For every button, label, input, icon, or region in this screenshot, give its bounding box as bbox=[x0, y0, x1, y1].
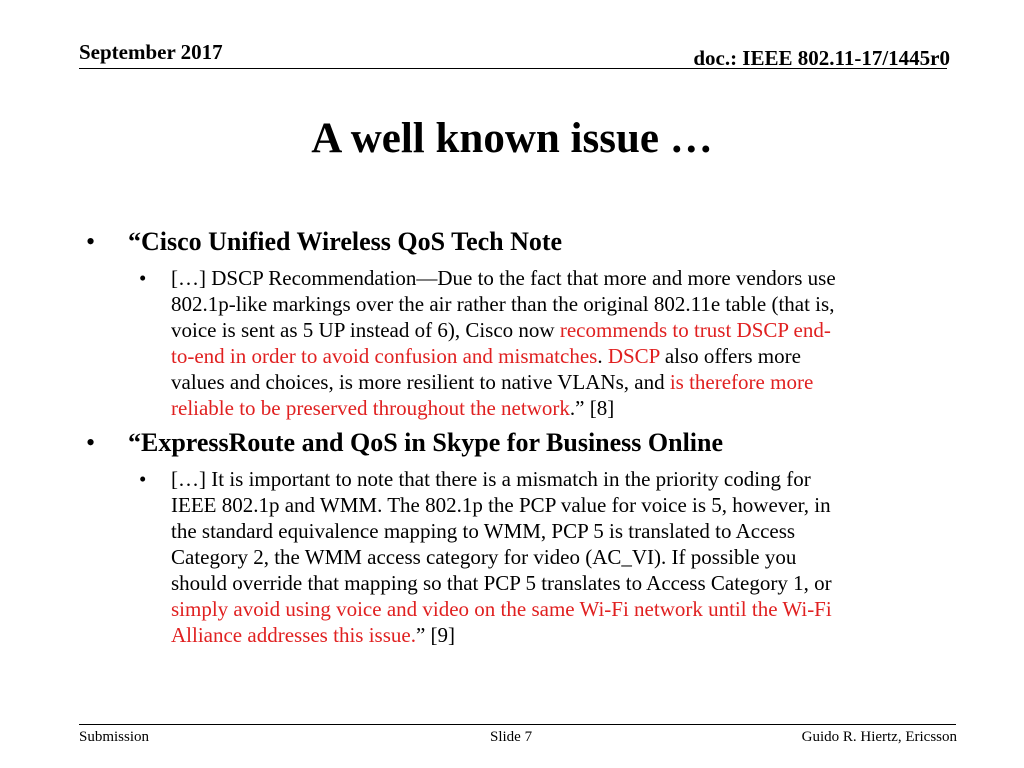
sub-bullet-dot-icon: • bbox=[139, 467, 147, 491]
body-text: . bbox=[597, 344, 608, 368]
highlighted-text: recommends to trust DSCP end- bbox=[559, 318, 831, 342]
text-line bbox=[171, 518, 956, 544]
text-line bbox=[171, 317, 956, 343]
header-doc-id: doc.: IEEE 802.11-17/1445r0 bbox=[693, 46, 950, 70]
text-line bbox=[171, 622, 956, 648]
bullet-heading-skype bbox=[86, 427, 956, 459]
text-line bbox=[171, 265, 956, 291]
sub-bullet-skype bbox=[139, 466, 956, 648]
bullet-dot-icon: • bbox=[86, 227, 96, 256]
header-divider bbox=[79, 68, 947, 69]
highlighted-text: simply avoid using voice and video on the same Wi-Fi network until the Wi-Fi bbox=[171, 597, 832, 621]
bullet-dot-icon: • bbox=[86, 428, 96, 457]
text-line bbox=[171, 466, 956, 492]
body-text: the standard equivalence mapping to WMM, PCP 5 is translated to Access bbox=[171, 519, 796, 543]
body-text: […] It is important to note that there is a mismatch in the priority coding for bbox=[171, 467, 811, 491]
body-text: .” [8] bbox=[569, 396, 615, 420]
text-line bbox=[171, 395, 956, 421]
bullet-heading-text: “ExpressRoute and QoS in Skype for Business Online bbox=[128, 428, 724, 457]
highlighted-text: DSCP bbox=[607, 344, 660, 368]
footer-slide-number: Slide 7 bbox=[490, 729, 533, 745]
body-text: also offers more bbox=[659, 344, 801, 368]
slide-content bbox=[86, 226, 956, 648]
text-line bbox=[171, 596, 956, 622]
text-line bbox=[171, 492, 956, 518]
text-line bbox=[171, 570, 956, 596]
highlighted-text: is therefore more bbox=[669, 370, 814, 394]
sub-bullet-dot-icon: • bbox=[139, 266, 147, 290]
sub-bullet-text bbox=[171, 466, 956, 648]
body-text: voice is sent as 5 UP instead of 6), Cisco now bbox=[171, 318, 560, 342]
header-date: September 2017 bbox=[79, 40, 223, 64]
body-text: ” [9] bbox=[415, 623, 456, 647]
body-text: 802.1p-like markings over the air rather than the original 802.11e table (that is, bbox=[171, 292, 835, 316]
text-line bbox=[171, 343, 956, 369]
bullet-heading-text: “Cisco Unified Wireless QoS Tech Note bbox=[128, 227, 563, 256]
footer-divider bbox=[79, 724, 956, 725]
bullet-heading-cisco bbox=[86, 226, 956, 258]
slide-title: A well known issue … bbox=[311, 115, 713, 162]
text-line bbox=[171, 291, 956, 317]
body-text: values and choices, is more resilient to native VLANs, and bbox=[171, 370, 670, 394]
body-text: should override that mapping so that PCP 5 translates to Access Category 1, or bbox=[171, 571, 832, 595]
sub-bullet-cisco bbox=[139, 265, 956, 421]
text-line bbox=[171, 544, 956, 570]
body-text: IEEE 802.1p and WMM. The 802.1p the PCP value for voice is 5, however, in bbox=[171, 493, 831, 517]
footer-author: Guido R. Hiertz, Ericsson bbox=[801, 729, 957, 745]
highlighted-text: reliable to be preserved throughout the network bbox=[171, 396, 570, 420]
highlighted-text: to-end in order to avoid confusion and mismatches bbox=[171, 344, 598, 368]
highlighted-text: Alliance addresses this issue. bbox=[171, 623, 416, 647]
body-text: Category 2, the WMM access category for video (AC_VI). If possible you bbox=[171, 545, 797, 569]
footer-submission: Submission bbox=[79, 729, 150, 745]
sub-bullet-text bbox=[171, 265, 956, 421]
body-text: […] DSCP Recommendation—Due to the fact that more and more vendors use bbox=[171, 266, 836, 290]
text-line bbox=[171, 369, 956, 395]
